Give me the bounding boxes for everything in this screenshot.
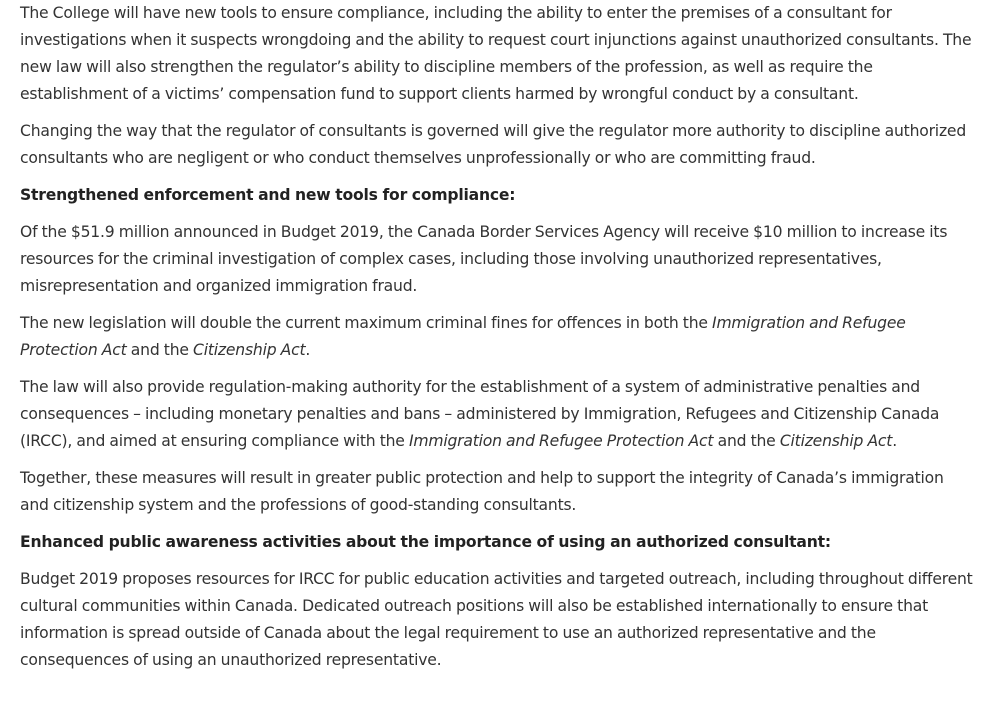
paragraph-administrative-penalties bbox=[20, 374, 973, 455]
act-title-citizenship: Citizenship Act bbox=[193, 341, 306, 359]
paragraph-criminal-fines bbox=[20, 310, 973, 364]
paragraph-public-protection: Together, these measures will result in greater public protection and help to support the integrity of Canada’s immigration and citizenship system and the professions of good-standing consultants. bbox=[20, 469, 944, 514]
act-title-irpa: Immigration and Refugee Protection Act bbox=[408, 432, 714, 450]
paragraph-college-tools: The College will have new tools to ensure compliance, including the ability to enter the premises of a consultant for investigations when it suspects wrongdoing and the ability to request court injunctions against unauthorized consultants. The new law will also strengthen the regulator’s ability to discipline members of the profession, as well as require the establishment of a victims’ compensation fund to support clients harmed by wrongful conduct by a consultant. bbox=[20, 4, 972, 103]
fines-text-c: . bbox=[305, 341, 311, 359]
fines-text-a: The new legislation will double the current maximum criminal fines for offences in both the bbox=[20, 314, 713, 332]
penalties-text-c: . bbox=[892, 432, 897, 450]
paragraph-cbsa-funding: Of the $51.9 million announced in Budget 2019, the Canada Border Services Agency will receive $10 million to increase its resources for the criminal investigation of complex cases, including those involving unauthorized representatives, misrepresentation and organized immigration fraud. bbox=[20, 223, 948, 295]
penalties-text-b: and the bbox=[713, 432, 780, 450]
paragraph-outreach: Budget 2019 proposes resources for IRCC for public education activities and targeted outreach, including throughout different cultural communities within Canada. Dedicated outreach positions will also be established internationally to ensure that information is spread outside of Canada about the legal requirement to use an authorized representative and the consequences of using an unauthorized representative. bbox=[20, 570, 973, 669]
heading-enforcement-text: Strengthened enforcement and new tools for compliance: bbox=[20, 186, 516, 204]
act-title-irpa: Immigration and Refugee Protection Act bbox=[20, 314, 906, 359]
paragraph-regulator-governance: Changing the way that the regulator of consultants is governed will give the regulator more authority to discipline authorized consultants who are negligent or who conduct themselves unprofessionally or who are committing fraud. bbox=[20, 122, 967, 167]
section-heading-enforcement bbox=[20, 182, 973, 209]
penalties-text-a: The law will also provide regulation-making authority for the establishment of a system of administrative penalties and consequences – including monetary penalties and bans – administered by Immigration, Refugees and Citizenship Canada (IRCC), and aimed at ensuring compliance with the bbox=[20, 378, 940, 450]
heading-public-awareness-text: Enhanced public awareness activities about the importance of using an authorized consultant: bbox=[20, 533, 831, 551]
act-title-citizenship: Citizenship Act bbox=[779, 432, 893, 450]
fines-text-b: and the bbox=[126, 341, 194, 359]
section-heading-public-awareness bbox=[20, 529, 973, 556]
